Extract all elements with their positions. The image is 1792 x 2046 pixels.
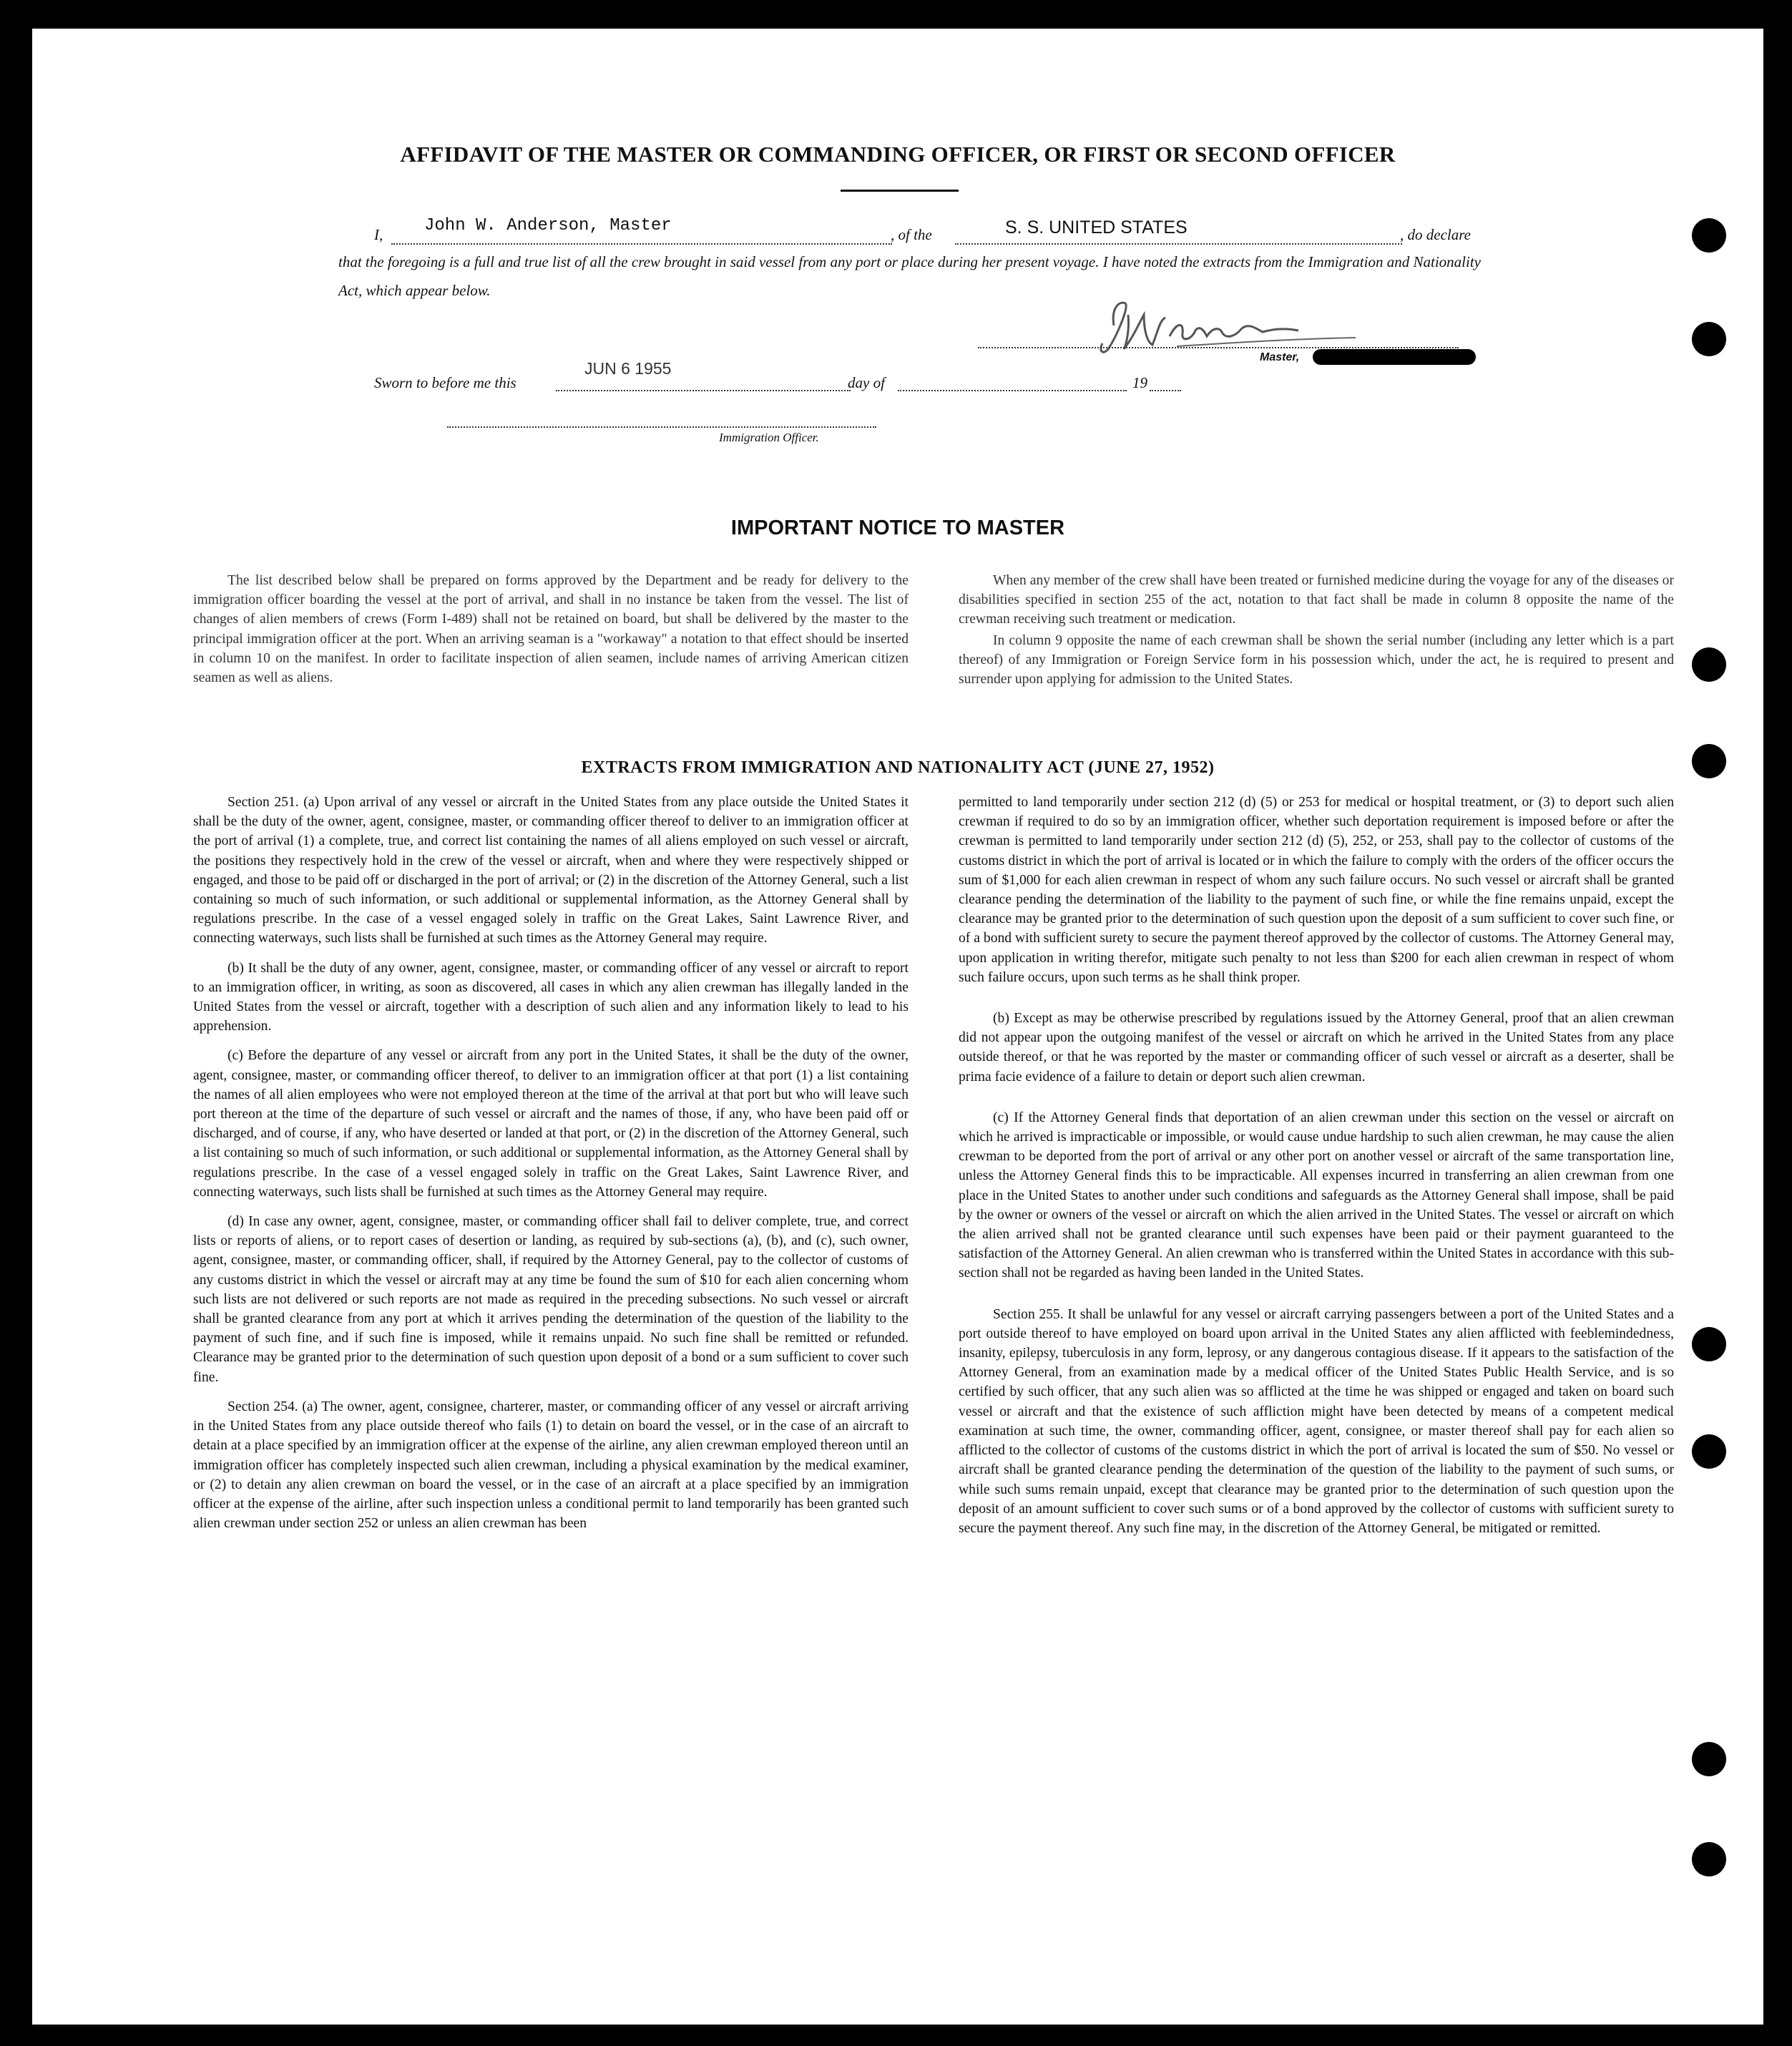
immigration-officer-line: [447, 426, 876, 428]
month-line: [898, 390, 1127, 391]
punch-hole: [1692, 322, 1726, 356]
year-line: [1150, 390, 1181, 391]
immigration-officer-label: Immigration Officer.: [719, 431, 819, 444]
master-label: Master,: [1260, 351, 1300, 363]
document-page: [32, 29, 1763, 2025]
affidavit-title: AFFIDAVIT OF THE MASTER OR COMMANDING OFFICER, OR FIRST OR SECOND OFFICER: [400, 142, 1396, 167]
section-254-a: Section 254. (a) The owner, agent, consignee, charterer, master, or commanding officer of any vessel or aircraft arriving in the United States from any place outside thereof who fails (1) to detain on board the vessel, or in the case of an aircraft to detain at a place specified by an immigration officer at the expense of the airline, any alien crewman employed thereon until an immigration officer has completely inspected such alien crewman, including a physical examination by the medical examiner, or (2) to detain any alien crewman on board the vessel, or in the case of an aircraft at a place specified by an immigration officer at the expense of the airline, after such inspection unless a conditional permit to land temporarily has been granted such alien crewman under section 252 or unless an alien crewman has been: [193, 1399, 909, 1532]
punch-hole: [1692, 1742, 1726, 1776]
sworn-date-line: [556, 390, 851, 391]
extracts-left-column: [193, 793, 909, 1543]
notice-paragraph: In column 9 opposite the name of each crewman shall be shown the serial number (including any letter which is a part thereof) of any Immigration or Foreign Service form in his possession which, under the act, he is required to present and surrender upon applying for admission to the United States.: [959, 632, 1674, 687]
redaction-mark: [1313, 349, 1476, 365]
vessel-line: [955, 243, 1402, 245]
section-254-c: (c) If the Attorney General finds that deportation of an alien crewman under this section on the vessel or aircraft on which he arrived is impracticable or impossible, or would cause undue hardship to such alien crewman, he may cause the alien crewman to be deported from the port of arrival or any other port on another vessel or aircraft of the same transportation line, unless the Attorney General finds this to be impracticable. All expenses incurred in transferring an alien crewman from one place in the United States to another under such conditions and safeguards as the Attorney General shall impose, shall be paid by the owner or owners of the vessel or aircraft on which the alien arrived in the United States. The vessel or aircraft on which the alien arrived shall not be granted clearance until such expenses have been paid or their payment guaranteed to the satisfaction of the Attorney General. An alien crewman who is transferred within the United States in accordance with this sub-section shall not be regarded as having been landed in the United States.: [959, 1110, 1674, 1281]
punch-hole: [1692, 1434, 1726, 1469]
notice-title: IMPORTANT NOTICE TO MASTER: [730, 517, 1065, 539]
declarant-line: [391, 243, 892, 245]
day-of-label: day of: [848, 374, 885, 391]
declarant-name: John W. Anderson, Master: [424, 216, 672, 235]
section-254-b: (b) Except as may be otherwise prescribed by regulations issued by the Attorney General, proof that an alien crewman did not appear upon the outgoing manifest of the vessel or aircraft on which he arrived in the United States from any place outside thereof, or that he was reported by the master or commanding officer of such vessel or aircraft as a deserter, shall be prima facie evidence of a failure to detain or deport such alien crewman.: [959, 1011, 1674, 1085]
section-251-d: (d) In case any owner, agent, consignee, master, or commanding officer shall fail to deliver complete, true, and correct lists or reports of aliens, or to report cases of desertion or landing, as required by sub-sections (a), (b), and (c), such owner, agent, consignee, master, or commanding officer, shall, if required by the Attorney General, pay to the collector of customs of any customs district in which the vessel or aircraft may at any time be found the sum of $10 for each alien concerning whom such lists are not delivered or such reports are not made as required in the preceding subsections. No such vessel or aircraft shall be granted clearance from any port at which it arrives pending the determination of the question of the liability to the payment of such fine, and if such fine is imposed, while it remains unpaid. No such fine shall be remitted or refunded. Clearance may be granted prior to the determination of such question upon deposit of a bond or a sum sufficient to cover such fine.: [193, 1214, 909, 1385]
notice-paragraph: When any member of the crew shall have been treated or furnished medicine during the voyage for any of the diseases or disabilities specified in section 255 of the act, notation to that fact shall be made in column 8 opposite the name of the crewman receiving such treatment or medication.: [959, 573, 1674, 627]
section-251-c: (c) Before the departure of any vessel or aircraft from any port in the United States, it shall be the duty of the owner, agent, consignee, master, or commanding officer thereof, to deliver to an immigration officer at that port (1) a list containing the names of all alien employees who were not employed thereon at the time of the arrival at that port but who will leave such port thereon at the time of the departure of such vessel or aircraft and the names of those, if any, who have been paid off or discharged, and of course, if any, who have deserted or landed at that port, or (2) in the discretion of the Attorney General, such a list containing so much of such information, or such additional or supplemental information, as the Attorney General shall by regulations prescribe. In the case of a vessel engaged solely in traffic on the Great Lakes, Saint Lawrence River, and connecting waterways, such lists shall be furnished at such times as the Attorney General may require.: [193, 1048, 909, 1200]
vessel-name: S. S. UNITED STATES: [1005, 217, 1188, 238]
punch-hole: [1692, 744, 1726, 778]
extracts-right-column: [959, 793, 1674, 1548]
year-label: 19: [1132, 374, 1147, 391]
section-254-a-continued: permitted to land temporarily under section 212 (d) (5) or 253 for medical or hospital treatment, or (3) to deport such alien crewman if required to do so by an immigration officer, whether such deportation requirement is imposed before or after the crewman is permitted to land temporarily under section 212 (d) (5), 252, or 253, shall pay to the collector of customs of the customs district in which the port of arrival is located or in which the failure to comply with the orders of the officer occurs the sum of $1,000 for each alien crewman in respect of whom any such failure occurs. No such vessel or aircraft shall be granted clearance pending the determination of the liability to the payment of such fine, or while the fine remains unpaid, except the clearance may be granted prior to the determination of such question upon the deposit of a sum sufficient to cover such fine, or of a bond with sufficient surety to secure the payment thereof approved by the collector of customs. The Attorney General may, upon application in writing therefor, mitigate such penalty to not less than $200 for each alien crewman in respect of whom such failure occurs, upon such terms as he shall think proper.: [959, 795, 1674, 985]
sworn-label: Sworn to before me this: [374, 374, 516, 391]
section-251-b: (b) It shall be the duty of any owner, agent, consignee, master, or commanding officer of any vessel or aircraft to report to an immigration officer, in writing, as soon as discovered, all cases in which any alien crewman has illegally landed in the United States from the vessel or aircraft, together with a description of such alien and any information likely to lead to his apprehension.: [193, 960, 909, 1034]
notice-right-column: [959, 571, 1674, 699]
section-255: Section 255. It shall be unlawful for any vessel or aircraft carrying passengers between a port of the United States and a port outside thereof to have employed on board upon arrival in the United States any alien afflicted with feeblemindedness, insanity, epilepsy, tuberculosis in any form, leprosy, or any dangerous contagious disease. If it appears to the satisfaction of the Attorney General, from an examination made by a medical officer of the United States Public Health Service, and is so certified by such officer, that any such alien was so afflicted at the time he was shipped or engaged and taken on board such vessel or aircraft and that the existence of such affliction might have been detected by means of a competent medical examination at such time, the owner, commanding officer, agent, consignee, or master thereof shall pay for each alien so afflicted to the collector of customs of the customs district in which the port of arrival is located the sum of $50. No vessel or aircraft shall be granted clearance pending the determination of the question of the liability to the payment of such sums, or while such sums remain unpaid, except that clearance may be granted prior to the determination of such question upon the deposit of an amount sufficient to cover such sums or of a bond approved by the collector of customs with sufficient surety to secure the payment thereof. Any such fine may, in the discretion of the Attorney General, be mitigated or remitted.: [959, 1306, 1674, 1536]
of-the-label: , of the: [891, 226, 932, 243]
punch-hole: [1692, 1327, 1726, 1361]
notice-paragraph: The list described below shall be prepared on forms approved by the Department and be ready for delivery to the immigration officer boarding the vessel at the port of arrival, and shall in no instance be taken from the vessel. The list of changes of alien members of crews (Form I-489) shall not be retained on board, but shall be delivered by the master to the principal immigration officer at the port. When an arriving seaman is a "workaway" a notation to that effect should be inserted in column 10 on the manifest. In order to facilitate inspection of alien seamen, include names of arriving American citizen seamen as well as aliens.: [193, 573, 909, 686]
signature-line: [978, 347, 1459, 348]
section-251-a: Section 251. (a) Upon arrival of any vessel or aircraft in the United States from any place outside the United States it shall be the duty of the owner, agent, consignee, master, or commanding officer thereof to deliver to an immigration officer at the port of arrival (1) a complete, true, and correct list containing the names of all aliens employed on such vessel or aircraft, the positions they respectively hold in the crew of the vessel or aircraft, when and where they were respectively shipped or engaged, and those to be paid off or discharged in the port of arrival; or (2) in the discretion of the Attorney General, such a list containing so much of such information, or such additional or supplemental information, as the Attorney General shall by regulations prescribe. In the case of a vessel engaged solely in traffic on the Great Lakes, Saint Lawrence River, and connecting waterways, such lists shall be furnished at such times as the Attorney General may require.: [193, 795, 909, 946]
sworn-date-stamp: JUN 6 1955: [584, 359, 672, 378]
do-declare-label: , do declare: [1400, 226, 1471, 243]
punch-hole: [1692, 647, 1726, 682]
extracts-title: EXTRACTS FROM IMMIGRATION AND NATIONALITY ACT (JUNE 27, 1952): [581, 758, 1215, 777]
title-divider: [841, 190, 959, 192]
punch-hole: [1692, 218, 1726, 253]
affidavit-statement: that the foregoing is a full and true list of all the crew brought in said vessel from any port or place during her present voyage. I have noted the extracts from the Immigration and Nationality Act, which appear below.: [338, 253, 1481, 299]
notice-left-column: [193, 571, 909, 698]
punch-hole: [1692, 1842, 1726, 1876]
i-label: I,: [374, 226, 383, 243]
